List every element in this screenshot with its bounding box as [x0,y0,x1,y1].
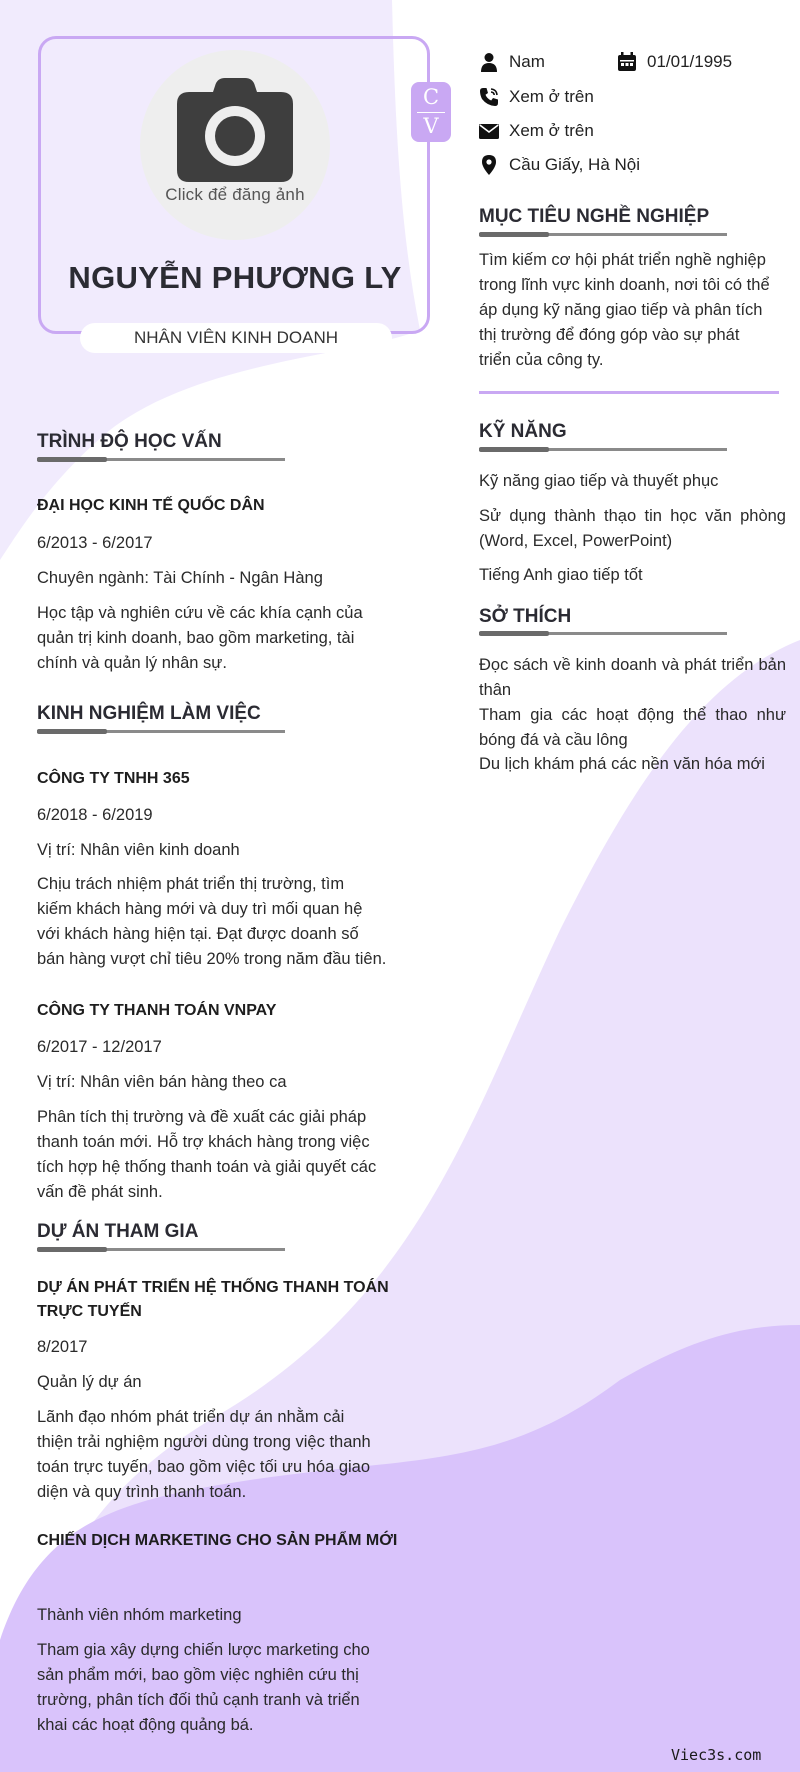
job-company: CÔNG TY TNHH 365 [37,770,190,787]
job-description [37,1105,427,1205]
job-position: Vị trí: Nhân viên bán hàng theo ca [37,1073,287,1091]
project-title-line: TRỰC TUYẾN [37,1303,142,1320]
projects-heading-underline [37,1248,285,1251]
experience-heading-underline [37,730,285,733]
location-pin-icon [479,155,499,175]
education-line: Học tập và nghiên cứu về các khía cạnh của [37,604,363,622]
skill-item: Kỹ năng giao tiếp và thuyết phục [479,472,719,490]
objective-heading: MỤC TIÊU NGHỀ NGHIỆP [479,206,710,227]
project-role: Quản lý dự án [37,1373,142,1391]
project-title-line: DỰ ÁN PHÁT TRIỂN HỆ THỐNG THANH TOÁN [37,1279,389,1296]
section-divider [479,391,779,394]
skill-item: Sử dụng thành thạo tin học văn phòng (Word, Excel, PowerPoint) [479,507,786,550]
job-company: CÔNG TY THANH TOÁN VNPAY [37,1002,277,1019]
contact-email [479,119,679,143]
person-icon [479,52,499,72]
project-line: toán trực tuyến, bao gồm việc tối ưu hóa giao [37,1458,371,1476]
education-school: ĐẠI HỌC KINH TẾ QUỐC DÂN [37,497,265,514]
contact-address-value: Cầu Giấy, Hà Nội [509,155,641,174]
objective-line: thị trường để đóng góp vào sự phát [479,326,740,344]
education-heading: TRÌNH ĐỘ HỌC VẤN [37,431,222,452]
education-line: chính và quản lý nhân sự. [37,654,227,672]
project-line: Tham gia xây dựng chiến lược marketing cho [37,1641,370,1659]
project-line: sản phẩm mới, bao gồm việc nghiên cứu thị [37,1666,359,1684]
education-line: quản trị kinh doanh, bao gồm marketing, tài [37,629,355,647]
cv-badge-v: V [423,114,439,138]
job-line: thanh toán mới. Hỗ trợ khách hàng trong việc [37,1133,370,1151]
project-line: trường, phân tích đối thủ cạnh tranh và triển [37,1691,360,1709]
contact-birthday [617,50,777,74]
envelope-icon [479,121,499,141]
job-line: vấn đề phát sinh. [37,1183,163,1201]
phone-icon [479,87,499,107]
project-title-line: CHIẾN DỊCH MARKETING CHO SẢN PHẨM MỚI [37,1532,398,1549]
skills-heading: KỸ NĂNG [479,421,567,442]
experience-heading: KINH NGHIỆM LÀM VIỆC [37,703,261,724]
job-line: Phân tích thị trường và đề xuất các giải pháp [37,1108,367,1126]
skill-item: Tiếng Anh giao tiếp tốt [479,566,643,584]
project-line: diện và quy trình thanh toán. [37,1483,247,1501]
objective-line: áp dụng kỹ năng giao tiếp và phân tích [479,301,763,319]
contact-name-value: Nam [509,52,545,71]
camera-icon [177,78,293,182]
job-line: kiếm khách hàng mới và duy trì mối quan hệ [37,900,363,918]
project-line: thiện trải nghiệm người dùng trong việc thanh [37,1433,371,1451]
project-line: khai các hoạt động quảng bá. [37,1716,254,1734]
objective-line: triển của công ty. [479,351,604,369]
candidate-name: NGUYỄN PHƯƠNG LY [68,260,402,295]
cv-badge-c: C [422,85,440,109]
job-description [37,872,427,972]
project-period: 8/2017 [37,1338,88,1356]
job-position: Vị trí: Nhân viên kinh doanh [37,841,240,859]
job-line: Chịu trách nhiệm phát triển thị trường, tìm [37,875,345,893]
hobbies-heading-underline [479,632,727,635]
contact-address [479,153,699,177]
hobbies-heading: SỞ THÍCH [479,606,572,627]
project-title [37,1276,437,1324]
skills-heading-underline [479,448,727,451]
job-line: tích hợp hệ thống thanh toán và giải quyết các [37,1158,377,1176]
education-description [37,601,407,676]
photo-upload-label: Click để đăng ảnh [165,185,305,204]
objective-text [479,248,799,373]
contact-phone-value: Xem ở trên [509,87,594,106]
contact-phone [479,85,679,109]
objective-heading-underline [479,233,727,236]
project-description [37,1405,427,1505]
project-title [37,1532,457,1550]
education-period: 6/2013 - 6/2017 [37,534,153,552]
job-line: với khách hàng hiện tại. Đạt được doanh số [37,925,359,943]
job-period: 6/2018 - 6/2019 [37,806,153,824]
job-title: NHÂN VIÊN KINH DOANH [80,323,392,353]
watermark: Viec3s.com [671,1746,762,1764]
photo-upload[interactable] [140,50,330,240]
calendar-icon [617,52,637,72]
objective-line: trong lĩnh vực kinh doanh, nơi tôi có thể [479,276,770,294]
project-line: Lãnh đạo nhóm phát triển dự án nhằm cải [37,1408,345,1426]
hobby-item: Du lịch khám phá các nền văn hóa mới [479,755,765,773]
contact-birthday-value: 01/01/1995 [647,52,733,71]
contact-email-value: Xem ở trên [509,121,594,140]
project-description [37,1638,427,1738]
job-period: 6/2017 - 12/2017 [37,1038,162,1056]
job-line: bán hàng vượt chỉ tiêu 20% trong năm đầu tiên. [37,950,387,968]
hobby-item: Đọc sách về kinh doanh và phát triển bản thân [479,656,786,699]
education-major: Chuyên ngành: Tài Chính - Ngân Hàng [37,569,323,587]
cv-badge [411,82,451,142]
education-heading-underline [37,458,285,461]
projects-heading: DỰ ÁN THAM GIA [37,1221,199,1242]
project-role: Thành viên nhóm marketing [37,1606,242,1624]
objective-line: Tìm kiếm cơ hội phát triển nghề nghiệp [479,251,766,269]
hobby-item: Tham gia các hoạt động thể thao như bóng đá và cầu lông [479,706,786,749]
contact-name [479,50,619,74]
cv-badge-divider [417,112,445,113]
